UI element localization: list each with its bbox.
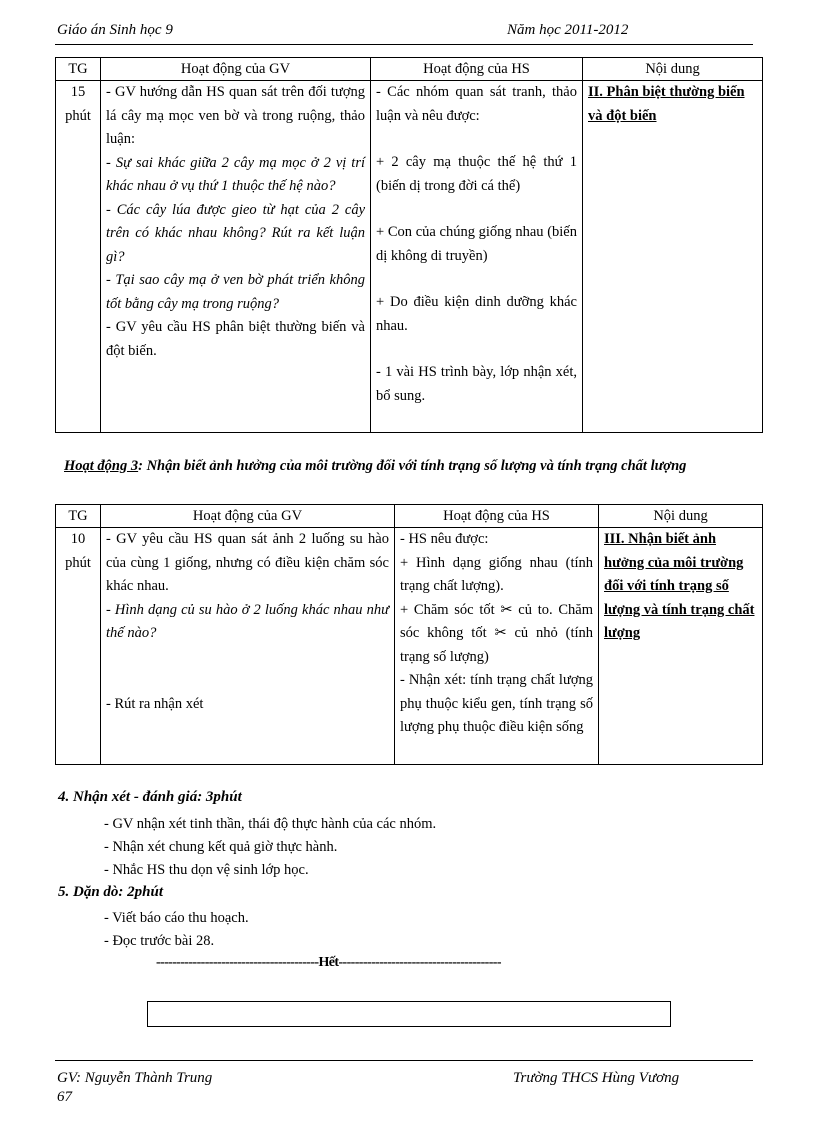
tg-cell	[56, 528, 101, 765]
list-item: - GV nhận xét tinh thần, thái độ thực hành của các nhóm.	[104, 816, 437, 832]
activity-table-2	[55, 504, 763, 765]
hs-item: + Do điều kiện dinh dưỡng khác nhau.	[376, 294, 577, 334]
gv-item: - GV hướng dẫn HS quan sát trên đối tượng lá cây mạ mọc ven bờ và trong ruộng, thảo luận:	[106, 84, 365, 147]
activity-3-title: : Nhận biết ảnh hưởng của môi trường đối với tính trạng số lượng và tính trạng chất lượng	[138, 458, 687, 474]
hs-item: + Hình dạng giống nhau (tính trạng chất lượng).	[400, 554, 593, 594]
gv-item: - Hình dạng củ su hào ở 2 luống khác nhau như thế nào?	[106, 601, 389, 641]
col-hs: Hoạt động của HS	[395, 505, 599, 528]
col-gv: Hoạt động của GV	[101, 505, 395, 528]
gv-item: - Tại sao cây mạ ở ven bờ phát triển không tốt bằng cây mạ trong ruộng?	[106, 272, 365, 312]
gv-item: - Sự sai khác giữa 2 cây mạ mọc ở 2 vị trí khác nhau ở vụ thứ 1 thuộc thế hệ nào?	[106, 154, 365, 194]
gv-cell	[101, 528, 395, 765]
tg-number: 15	[70, 84, 86, 100]
gv-item: - GV yêu cầu HS phân biệt thường biến và đột biến.	[106, 319, 365, 359]
hs-item: + Con của chúng giống nhau (biến dị không di truyền)	[376, 224, 577, 264]
footer-school: Trường THCS Hùng Vương	[513, 1070, 680, 1086]
list-item: - Nhắc HS thu dọn vệ sinh lớp học.	[104, 862, 309, 878]
hs-item: + 2 cây mạ thuộc thế hệ thứ 1 (biến dị trong đời cá thể)	[376, 154, 577, 194]
tg-unit: phút	[65, 107, 91, 124]
hs-item: - Nhận xét: tính trạng chất lượng phụ thuộc kiểu gen, tính trạng số lượng phụ thuộc điều kiện sống	[400, 672, 593, 735]
col-nd: Nội dung	[583, 58, 763, 81]
list-item: - Nhận xét chung kết quả giờ thực hành.	[104, 839, 338, 855]
table-header-row	[56, 505, 763, 528]
header-rule	[55, 44, 753, 45]
empty-frame	[147, 1001, 671, 1027]
end-marker: ----------------------------------------Hết----------------------------------------	[156, 955, 501, 970]
nd-cell	[583, 81, 763, 433]
gv-item: - Rút ra nhận xét	[106, 695, 204, 712]
content-heading: II. Phân biệt thường biến và đột biến	[588, 84, 745, 124]
tg-cell	[56, 81, 101, 433]
list-item: - Đọc trước bài 28.	[104, 933, 215, 949]
page-number: 67	[57, 1089, 72, 1105]
section-4-list	[104, 813, 436, 882]
footer-rule	[55, 1060, 753, 1061]
hs-cell	[371, 81, 583, 433]
header-left: Giáo án Sinh học 9	[57, 22, 173, 38]
tg-number: 10	[70, 531, 86, 547]
col-hs: Hoạt động của HS	[371, 58, 583, 81]
activity-table-1	[55, 57, 763, 433]
activity-3-label: Hoạt động 3	[64, 458, 139, 474]
footer-teacher: GV: Nguyễn Thành Trung	[57, 1070, 213, 1086]
gv-item: - GV yêu cầu HS quan sát ảnh 2 luống su hào của cùng 1 giống, nhưng có điều kiện chăm sóc khác nhau.	[106, 531, 389, 594]
table-row	[56, 81, 763, 433]
activity-3-heading	[64, 458, 686, 475]
gv-item: - Các cây lúa được gieo từ hạt của 2 cây trên có khác nhau không? Rút ra kết luận gì?	[106, 201, 365, 265]
hs-item: + Chăm sóc tốt ✂ củ to. Chăm sóc không tốt ✂ củ nhỏ (tính trạng số lượng)	[400, 601, 593, 665]
section-5-title: 5. Dặn dò: 2phút	[58, 884, 164, 900]
col-gv: Hoạt động của GV	[101, 58, 371, 81]
hs-item: - Các nhóm quan sát tranh, thảo luận và nêu được:	[376, 84, 577, 124]
tg-unit: phút	[65, 554, 91, 571]
header-right: Năm học 2011-2012	[507, 22, 629, 38]
table-header-row	[56, 58, 763, 81]
hs-cell	[395, 528, 599, 765]
gv-cell	[101, 81, 371, 433]
col-tg: TG	[56, 505, 101, 528]
col-tg: TG	[56, 58, 101, 81]
col-nd: Nội dung	[599, 505, 763, 528]
content-heading: III. Nhận biết ảnh hưởng của môi trường đối với tính trạng số lượng và tính trạng chất lượng	[604, 531, 755, 641]
list-item: - Viết báo cáo thu hoạch.	[104, 910, 249, 926]
hs-item: - 1 vài HS trình bày, lớp nhận xét, bổ sung.	[376, 364, 577, 404]
hs-item: - HS nêu được:	[400, 531, 489, 547]
section-5-list	[104, 907, 249, 953]
table-row	[56, 528, 763, 765]
nd-cell	[599, 528, 763, 765]
section-4-title: 4. Nhận xét - đánh giá: 3phút	[58, 789, 242, 805]
